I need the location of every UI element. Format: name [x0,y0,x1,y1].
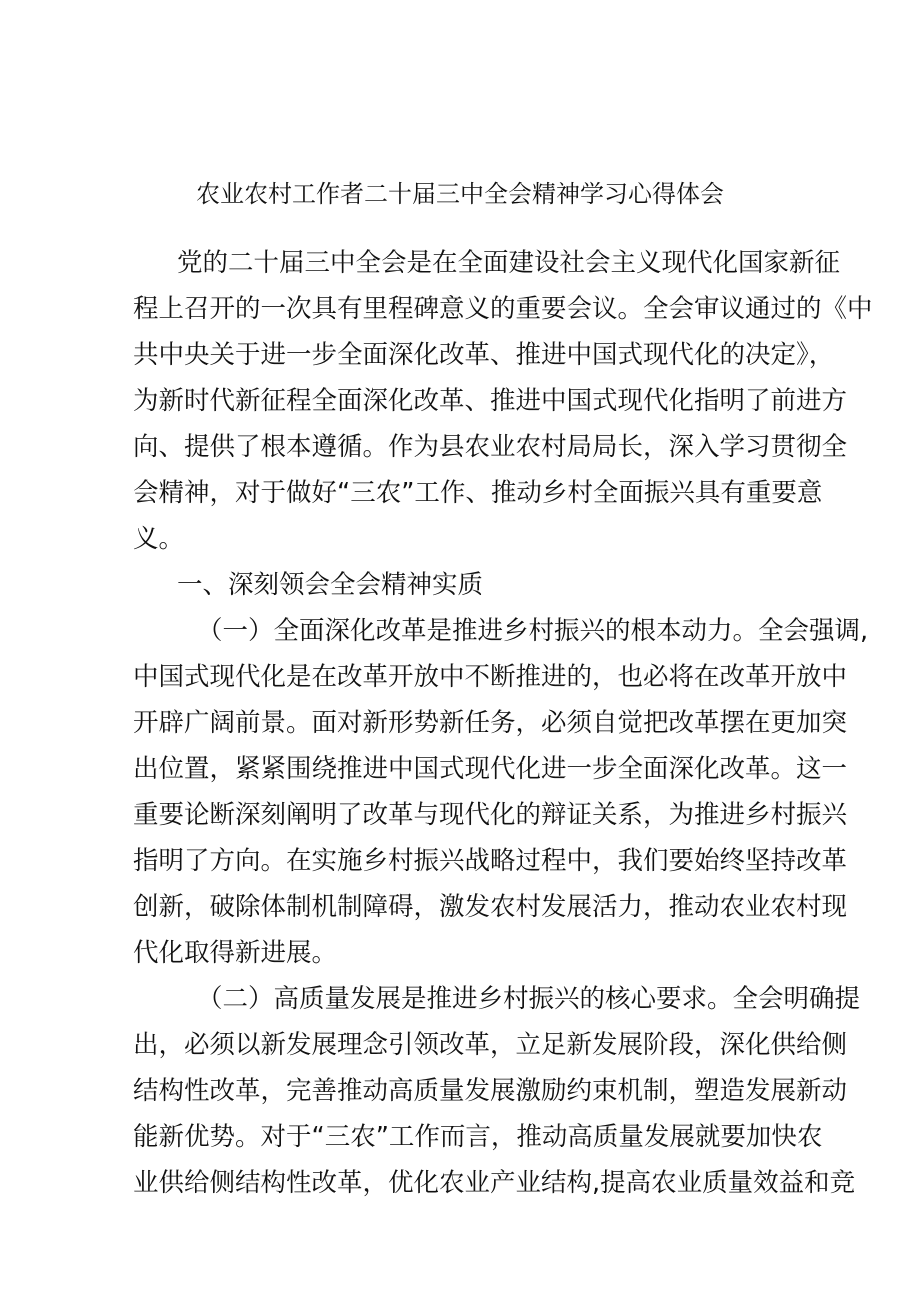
paragraph-line: 为新时代新征程全面深化改革、推进中国式现代化指明了前进方 [133,386,848,416]
paragraph-line: 出位置，紧紧围绕推进中国式现代化进一步全面深化改革。这一 [133,754,848,784]
paragraph-line: 指明了方向。在实施乡村振兴战略过程中，我们要始终坚持改革 [133,846,848,876]
paragraph-line: 创新，破除体制机制障碍，激发农村发展活力，推动农业农村现 [133,892,848,922]
document-title: 农业农村工作者二十届三中全会精神学习心得体会 [196,180,724,208]
paragraph-line: 共中央关于进一步全面深化改革、推进中国式现代化的决定》， [133,340,835,370]
paragraph-line: （二）高质量发展是推进乡村振兴的核心要求。全会明确提 [197,984,861,1014]
paragraph-line: 业供给侧结构性改革，优化农业产业结构,提高农业质量效益和竞 [133,1168,856,1198]
paragraph-line: 能新优势。对于“三农”工作而言，推动高质量发展就要加快农 [133,1122,823,1152]
document-body [133,240,873,1206]
paragraph-line: 程上召开的一次具有里程碑意义的重要会议。全会审议通过的《中 [133,294,873,324]
paragraph-line: 义。 [133,524,185,554]
paragraph-line: 会精神，对于做好“三农”工作、推动乡村全面振兴具有重要意 [133,478,823,508]
paragraph-line: 出，必须以新发展理念引领改革，立足新发展阶段，深化供给侧 [133,1030,848,1060]
paragraph-line: （一）全面深化改革是推进乡村振兴的根本动力。全会强调, [197,616,869,646]
paragraph-line: 重要论断深刻阐明了改革与现代化的辩证关系，为推进乡村振兴 [133,800,848,830]
paragraph-line: 结构性改革，完善推动高质量发展激励约束机制，塑造发展新动 [133,1076,848,1106]
paragraph-line: 向、提供了根本遵循。作为县农业农村局局长，深入学习贯彻全 [133,432,848,462]
paragraph-line: 开辟广阔前景。面对新形势新任务，必须自觉把改革摆在更加突 [133,708,848,738]
paragraph-line: 党的二十届三中全会是在全面建设社会主义现代化国家新征 [177,248,841,278]
paragraph-line: 中国式现代化是在改革开放中不断推进的，也必将在改革开放中 [133,662,848,692]
section-heading: 一、深刻领会全会精神实质 [177,570,484,600]
paragraph-line: 代化取得新进展。 [133,938,338,968]
